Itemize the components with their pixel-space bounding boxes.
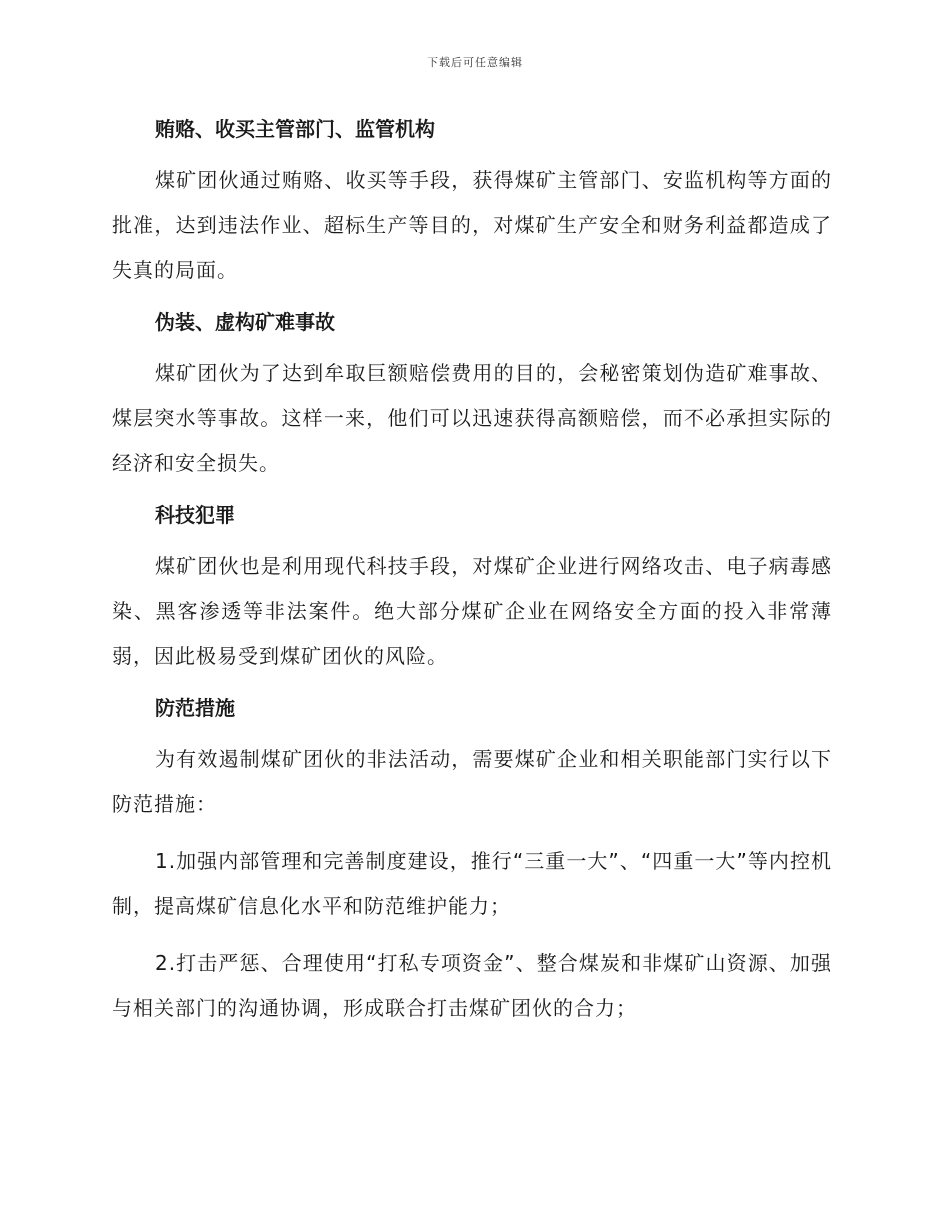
header-note: 下载后可任意编辑: [427, 56, 523, 69]
list-item-measure-1: 1.加强内部管理和完善制度建设，推行“三重一大”、“四重一大”等内控机制，提高煤矿信息化水平和防范维护能力；: [112, 849, 832, 918]
section-paragraph-prevention-intro: 为有效遏制煤矿团伙的非法活动，需要煤矿企业和相关职能部门实行以下防范措施：: [112, 747, 832, 816]
section-heading-bribery: 贿赂、收买主管部门、监管机构: [155, 117, 435, 141]
section-heading-fake-accidents: 伪装、虚构矿难事故: [155, 310, 335, 334]
section-heading-tech-crime: 科技犯罪: [155, 503, 235, 527]
section-paragraph-fake-accidents: 煤矿团伙为了达到牟取巨额赔偿费用的目的，会秘密策划伪造矿难事故、煤层突水等事故。这样一来，他们可以迅速获得高额赔偿，而不必承担实际的经济和安全损失。: [112, 361, 832, 475]
section-heading-prevention: 防范措施: [155, 696, 235, 720]
section-paragraph-bribery: 煤矿团伙通过贿赂、收买等手段，获得煤矿主管部门、安监机构等方面的批准，达到违法作业、超标生产等目的，对煤矿生产安全和财务利益都造成了失真的局面。: [112, 168, 832, 282]
section-paragraph-tech-crime: 煤矿团伙也是利用现代科技手段，对煤矿企业进行网络攻击、电子病毒感染、黑客渗透等非法案件。绝大部分煤矿企业在网络安全方面的投入非常薄弱，因此极易受到煤矿团伙的风险。: [112, 554, 832, 668]
document-body: [112, 112, 832, 1031]
list-item-measure-2: 2.打击严惩、合理使用“打私专项资金”、整合煤炭和非煤矿山资源、加强与相关部门的沟通协调，形成联合打击煤矿团伙的合力；: [112, 951, 832, 1020]
